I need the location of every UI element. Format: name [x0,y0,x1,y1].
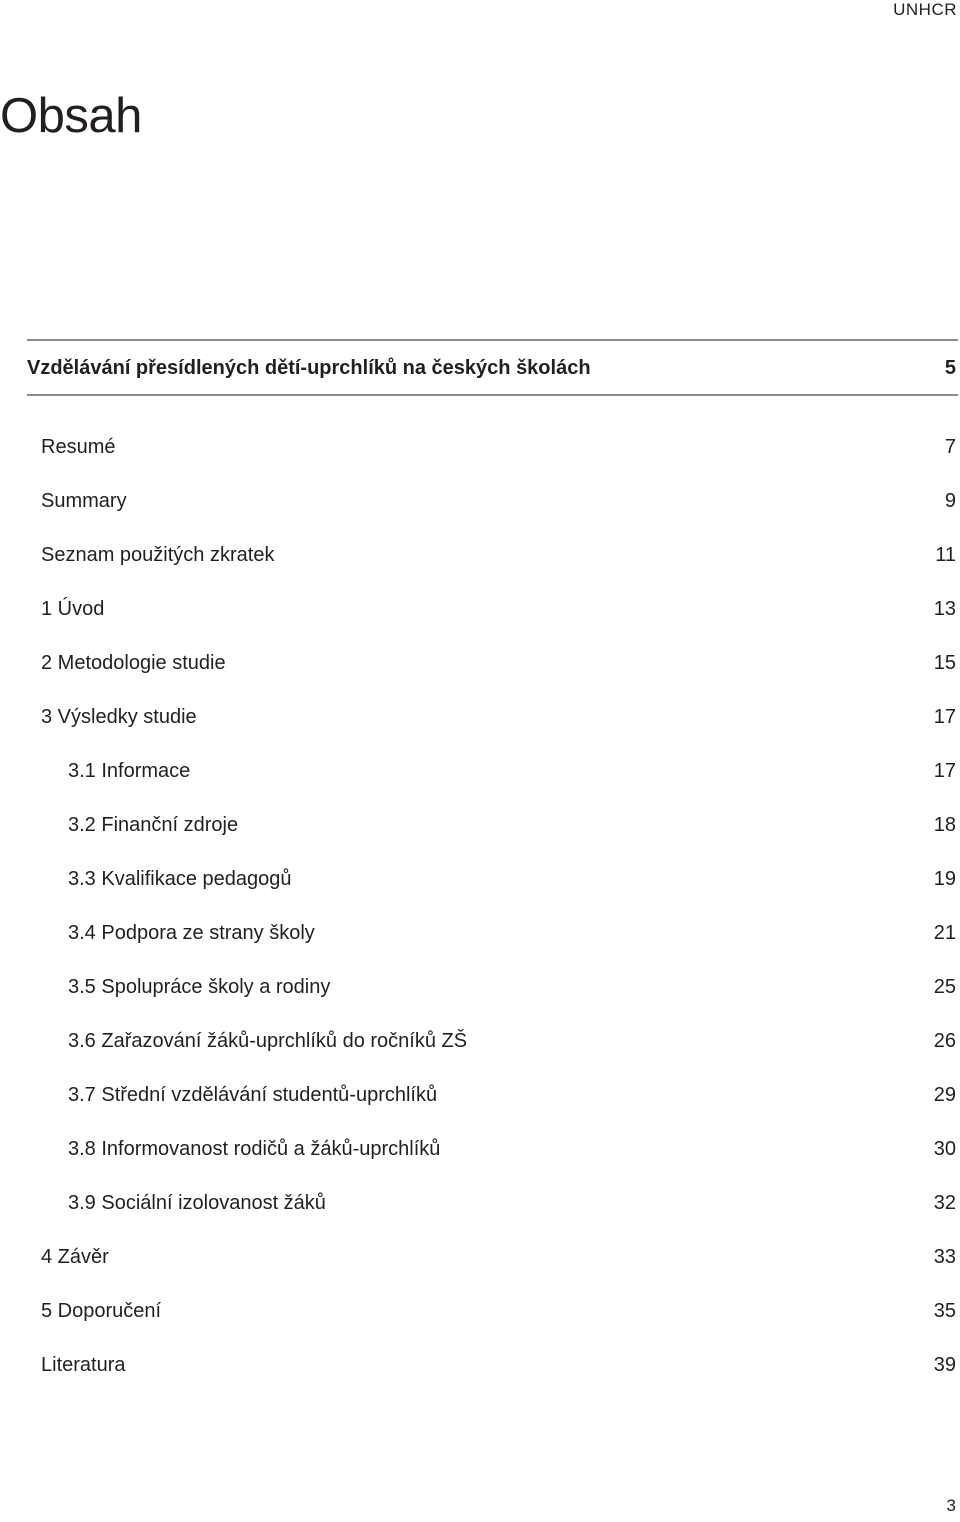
toc-item-label: 3.4 Podpora ze strany školy [68,922,315,944]
toc-main-entry[interactable] [27,354,956,382]
toc-item[interactable] [0,703,960,757]
toc-item-label: 3.5 Spolupráce školy a rodiny [68,976,331,998]
toc-item-label: 3.1 Informace [68,760,191,782]
toc-item-page: 21 [933,922,956,944]
toc-item-label: 3.3 Kvalifikace pedagogů [68,868,292,890]
toc-item-label: 4 Závěr [41,1246,109,1268]
page-number: 3 [946,1496,956,1515]
toc-item-page: 33 [933,1246,956,1268]
toc-item-page: 18 [933,814,956,836]
toc-item-page: 17 [933,760,956,782]
toc-main-entry-page: 5 [944,357,956,379]
toc-item-page: 35 [933,1300,956,1322]
toc-item-label: 1 Úvod [41,598,105,620]
toc-item-label: Resumé [41,436,116,458]
toc-item-page: 9 [944,490,956,512]
toc-item-page: 11 [935,544,956,566]
toc-item-label: 3.8 Informovanost rodičů a žáků-uprchlíků [68,1138,441,1160]
toc-item-label: 3.6 Zařazování žáků-uprchlíků do ročníků ZŠ [68,1030,468,1052]
toc-item-page: 17 [933,706,956,728]
toc-item[interactable] [0,757,960,811]
toc-item-label: Seznam použitých zkratek [41,544,275,566]
toc-item-label: Summary [41,490,127,512]
toc-item-label: 2 Metodologie studie [41,652,226,674]
toc-item-page: 30 [933,1138,956,1160]
toc-item[interactable] [0,1297,960,1351]
toc-item[interactable] [0,433,960,487]
toc-item-label: 3.2 Finanční zdroje [68,814,239,836]
toc-item[interactable] [0,1351,960,1405]
toc-item[interactable] [0,1243,960,1297]
toc-item-page: 13 [933,598,956,620]
toc-item-page: 26 [933,1030,956,1052]
toc-item-label: 3.7 Střední vzdělávání studentů-uprchlíků [68,1084,438,1106]
toc-item[interactable] [0,973,960,1027]
header-organization: UNHCR [893,0,957,19]
divider-bottom [27,394,958,396]
toc-item-label: 3 Výsledky studie [41,706,197,728]
toc-item[interactable] [0,1189,960,1243]
toc-item-label: Literatura [41,1354,126,1376]
toc-list [0,433,960,1405]
toc-item-label: 3.9 Sociální izolovanost žáků [68,1192,326,1214]
toc-item[interactable] [0,811,960,865]
toc-item-page: 25 [933,976,956,998]
toc-item-page: 7 [944,436,956,458]
toc-item[interactable] [0,1135,960,1189]
toc-item-page: 32 [933,1192,956,1214]
toc-item[interactable] [0,1027,960,1081]
toc-item-page: 39 [933,1354,956,1376]
toc-main-entry-label: Vzdělávání přesídlených dětí-uprchlíků na českých školách [27,357,591,379]
toc-item[interactable] [0,919,960,973]
toc-item-page: 29 [933,1084,956,1106]
divider-top [27,339,958,341]
toc-item-page: 19 [933,868,956,890]
toc-item[interactable] [0,595,960,649]
toc-item-label: 5 Doporučení [41,1300,162,1322]
page-title: Obsah [0,89,142,143]
toc-item[interactable] [0,541,960,595]
toc-item[interactable] [0,1081,960,1135]
toc-item[interactable] [0,649,960,703]
toc-item[interactable] [0,487,960,541]
toc-item[interactable] [0,865,960,919]
toc-item-page: 15 [933,652,956,674]
